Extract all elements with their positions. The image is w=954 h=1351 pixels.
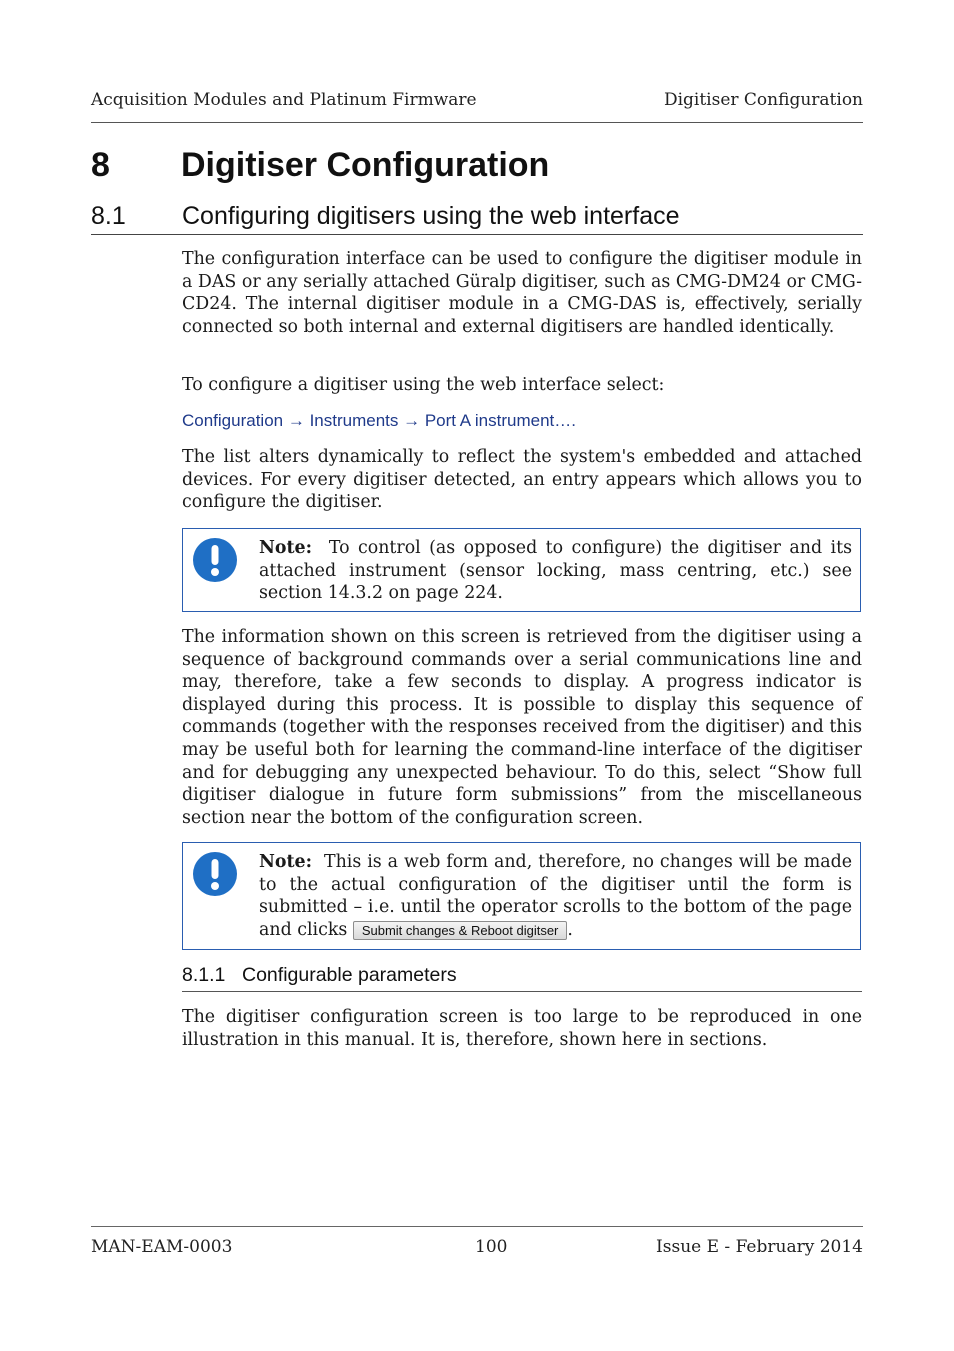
section-rule [91, 234, 863, 235]
issue-date: Issue E - February 2014 [656, 1237, 863, 1257]
note-text: To control (as opposed to configure) the digitiser and its attached instrument (sensor locking, mass centring, etc.) see section 14.3.2 on page 224. [259, 538, 852, 604]
chapter-number: 8 [91, 146, 110, 184]
exclamation-circle-icon [192, 851, 238, 897]
section-title: Configuring digitisers using the web interface [182, 202, 680, 230]
section-heading [91, 200, 863, 234]
menu-path: Configuration → Instruments → Port A instrument…. [182, 411, 576, 430]
note-label: Note: [259, 538, 313, 558]
header-rule [91, 122, 863, 123]
note-trailing-period: . [567, 919, 573, 940]
page-number: 100 [475, 1237, 508, 1257]
note-body [259, 537, 852, 605]
exclamation-circle-icon [192, 537, 238, 583]
subsection-title: Configurable parameters [242, 964, 457, 986]
header-right-text: Digitiser Configuration [663, 90, 863, 110]
section-number: 8.1 [91, 202, 126, 230]
note-body [259, 851, 852, 941]
paragraph-parameters: The digitiser configuration screen is too large to be reproduced in one illustration in this manual. It is, therefore, shown here in sections. [182, 1007, 862, 1050]
note-box-web-form [182, 842, 861, 950]
note-box-control [182, 528, 861, 612]
paragraph-information: The information shown on this screen is retrieved from the digitiser using a sequence of background commands over a serial communications line and may, therefore, take a few seconds to display. A progress indicator is displayed during this process. It is possible to display this sequence of commands (together with the responses received from the digitiser) and this may be useful both for learning the command-line interface of the digitiser and for debugging any unexpected behaviour. To do this, select “Show full digitiser dialogue in future form submissions” from the miscellaneous section near the bottom of the configuration screen. [182, 627, 862, 828]
page-header [91, 90, 863, 114]
subsection-number: 8.1.1 [182, 964, 226, 986]
page-footer [91, 1237, 863, 1261]
paragraph-select: To configure a digitiser using the web interface select: [182, 375, 665, 395]
subsection-rule [182, 991, 862, 992]
paragraph-intro: The configuration interface can be used to configure the digitiser module in a DAS or any serially attached Güralp digitiser, such as CMG-DM24 or CMG-CD24. The internal digitiser module in a CMG-DAS is, effectively, serially connected so both internal and external digitisers are handled identically. [182, 249, 862, 337]
paragraph-list: The list alters dynamically to reflect the system's embedded and attached devices. For every digitiser detected, an entry appears which allows you to configure the digitiser. [182, 447, 862, 513]
note-text: This is a web form and, therefore, no changes will be made to the actual configuration of the digitiser until the form is submitted – i.e. until the operator scrolls to the bottom of the page and clicks [259, 852, 852, 940]
header-left-text: Acquisition Modules and Platinum Firmware [91, 90, 477, 110]
footer-rule [91, 1226, 863, 1227]
chapter-title: Digitiser Configuration [181, 146, 550, 184]
submit-reboot-button[interactable]: Submit changes & Reboot digitser [353, 921, 568, 940]
note-label: Note: [259, 852, 313, 872]
document-id: MAN-EAM-0003 [91, 1237, 233, 1257]
